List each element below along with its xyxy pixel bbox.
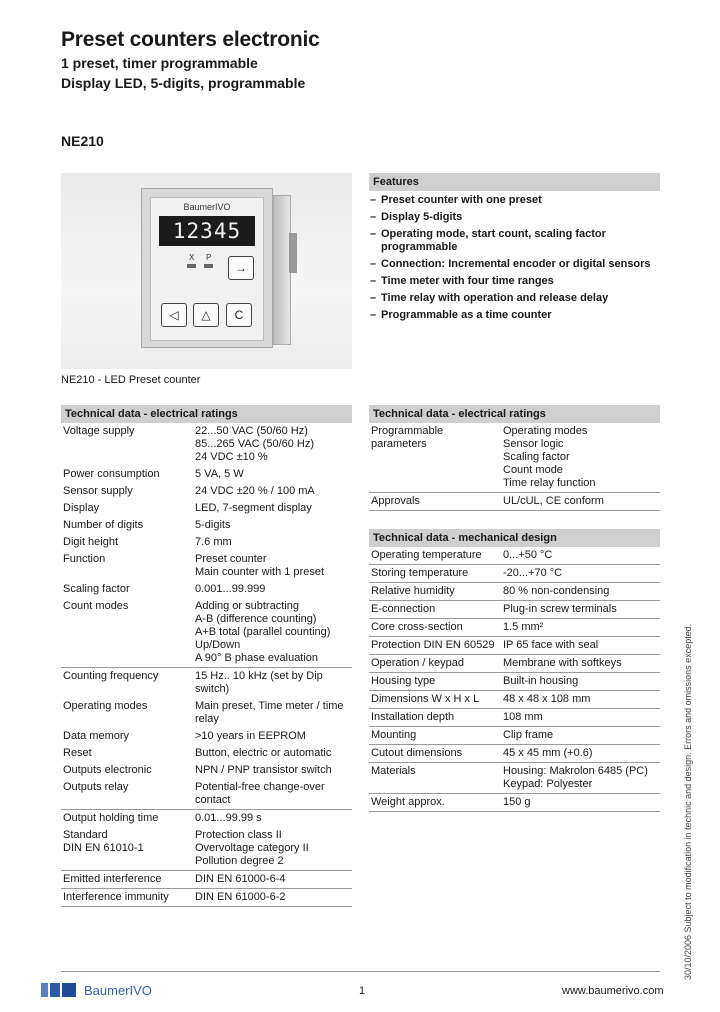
website-link[interactable]: www.baumerivo.com xyxy=(562,985,664,997)
table-row xyxy=(61,810,352,827)
table-row xyxy=(61,534,352,551)
row-value: DIN EN 61000-6-2 xyxy=(195,891,286,903)
row-label: Sensor supply xyxy=(63,485,133,497)
features-box xyxy=(369,173,660,326)
row-value: 5 VA, 5 W xyxy=(195,468,244,480)
row-label: Programmable parameters xyxy=(371,425,444,450)
row-label: Approvals xyxy=(371,495,420,507)
row-label: Reset xyxy=(63,747,92,759)
row-label: Dimensions W x H x L xyxy=(371,693,480,705)
row-value: 7.6 mm xyxy=(195,536,232,548)
logo-bar-icon xyxy=(62,983,76,997)
row-label: Power consumption xyxy=(63,468,160,480)
table-row xyxy=(369,547,660,565)
row-value: IP 65 face with seal xyxy=(503,639,599,651)
c-key: C xyxy=(226,303,252,327)
electrical-ratings-table-right xyxy=(369,405,660,511)
row-value: 80 % non-condensing xyxy=(503,585,610,597)
feature-item: – Preset counter with one preset xyxy=(369,194,660,207)
table-row xyxy=(61,779,352,810)
table-row xyxy=(369,583,660,601)
feature-item: – Time relay with operation and release delay xyxy=(369,292,660,305)
row-label: Operation / keypad xyxy=(371,657,464,669)
row-value: 24 VDC ±20 % / 100 mA xyxy=(195,485,315,497)
feature-item: – Programmable as a time counter xyxy=(369,309,660,322)
logo-bar-icon xyxy=(50,983,60,997)
product-photo xyxy=(61,173,352,369)
table-row xyxy=(61,483,352,500)
footer-logo xyxy=(41,983,152,997)
device-brand-logo: BaumerIVO xyxy=(183,202,231,212)
row-value: 22...50 VAC (50/60 Hz) 85...265 VAC (50/60 Hz) 24 VDC ±10 % xyxy=(195,425,315,463)
table-row xyxy=(61,728,352,745)
table-row xyxy=(61,668,352,698)
row-label: Output holding time xyxy=(63,812,159,824)
row-label: Outputs electronic xyxy=(63,764,152,776)
table-row xyxy=(369,655,660,673)
table-row xyxy=(61,500,352,517)
row-label: Scaling factor xyxy=(63,583,130,595)
row-label: Function xyxy=(63,553,106,565)
mechanical-design-table xyxy=(369,529,660,812)
row-label: Count modes xyxy=(63,600,129,612)
table-row xyxy=(369,565,660,583)
row-value: -20...+70 °C xyxy=(503,567,563,579)
row-value: Clip frame xyxy=(503,729,554,741)
row-label: Cutout dimensions xyxy=(371,747,463,759)
row-label: Number of digits xyxy=(63,519,144,531)
table-row xyxy=(369,673,660,691)
row-value: Potential-free change-over contact xyxy=(195,781,325,806)
row-value: 1.5 mm² xyxy=(503,621,544,633)
row-value: Operating modes Sensor logic Scaling factor Count mode Time relay function xyxy=(503,425,596,489)
table-heading: Technical data - mechanical design xyxy=(369,529,660,547)
feature-item: – Operating mode, start count, scaling factor programmable xyxy=(369,228,660,254)
table-row xyxy=(61,698,352,728)
table-row xyxy=(369,763,660,794)
table-row xyxy=(369,601,660,619)
row-label: Relative humidity xyxy=(371,585,455,597)
table-heading: Technical data - electrical ratings xyxy=(369,405,660,423)
row-value: Protection class II Overvoltage category II Pollution degree 2 xyxy=(195,829,309,867)
row-label: Data memory xyxy=(63,730,130,742)
row-label: Installation depth xyxy=(371,711,455,723)
table-row xyxy=(369,637,660,655)
table-row xyxy=(61,745,352,762)
row-value: Button, electric or automatic xyxy=(195,747,332,759)
table-row xyxy=(369,691,660,709)
table-row xyxy=(61,871,352,889)
row-value: Main preset, Time meter / time relay xyxy=(195,700,344,725)
page-number: 1 xyxy=(359,985,366,997)
row-label: Materials xyxy=(371,765,416,777)
footer-logo-text: BaumerIVO xyxy=(84,982,152,998)
table-row xyxy=(369,493,660,511)
table-row xyxy=(369,745,660,763)
row-label: Core cross-section xyxy=(371,621,463,633)
row-label: Mounting xyxy=(371,729,417,741)
row-label: E-connection xyxy=(371,603,436,615)
table-row xyxy=(369,727,660,745)
row-value: 5-digits xyxy=(195,519,231,531)
row-value: 0.001...99.999 xyxy=(195,583,266,595)
row-value: Adding or subtracting A-B (difference counting) A+B total (parallel counting) Up/Down A 90° B phase evaluation xyxy=(195,600,331,664)
indicator-x-label: X xyxy=(189,253,195,262)
feature-item: – Display 5-digits xyxy=(369,211,660,224)
left-key-icon: ◁ xyxy=(161,303,187,327)
row-label: Storing temperature xyxy=(371,567,469,579)
table-row xyxy=(61,466,352,483)
row-value: 0...+50 °C xyxy=(503,549,553,561)
row-label: Digit height xyxy=(63,536,119,548)
row-value: LED, 7-segment display xyxy=(195,502,312,514)
table-row xyxy=(369,423,660,493)
table-row xyxy=(61,551,352,581)
row-value: 0.01...99.99 s xyxy=(195,812,262,824)
row-value: UL/cUL, CE conform xyxy=(503,495,604,507)
row-value: Membrane with softkeys xyxy=(503,657,622,669)
row-label: Counting frequency xyxy=(63,670,159,682)
table-row xyxy=(61,598,352,668)
row-label: Voltage supply xyxy=(63,425,135,437)
device-front xyxy=(141,188,273,348)
row-label: Housing type xyxy=(371,675,436,687)
photo-caption: NE210 - LED Preset counter xyxy=(61,374,201,386)
table-row xyxy=(61,762,352,779)
indicator-p-label: P xyxy=(206,253,212,262)
indicator-x-led xyxy=(187,264,196,268)
row-label: Display xyxy=(63,502,100,514)
row-value: NPN / PNP transistor switch xyxy=(195,764,332,776)
row-value: DIN EN 61000-6-4 xyxy=(195,873,286,885)
row-value: Preset counter Main counter with 1 preset xyxy=(195,553,325,578)
model-number: NE210 xyxy=(61,133,104,149)
row-label: Weight approx. xyxy=(371,796,445,808)
row-value: 108 mm xyxy=(503,711,543,723)
table-row xyxy=(61,827,352,871)
electrical-ratings-table-left xyxy=(61,405,352,907)
device-clip xyxy=(289,233,297,273)
led-display: 12345 xyxy=(159,216,255,246)
features-heading: Features xyxy=(369,173,660,191)
row-label: Operating temperature xyxy=(371,549,482,561)
row-label: Operating modes xyxy=(63,700,148,712)
table-row xyxy=(369,709,660,727)
row-value: Built-in housing xyxy=(503,675,579,687)
row-value: 150 g xyxy=(503,796,531,808)
page-title: Preset counters electronic xyxy=(61,28,320,51)
row-label: Protection DIN EN 60529 xyxy=(371,639,495,651)
table-row xyxy=(61,581,352,598)
feature-item: – Connection: Incremental encoder or digital sensors xyxy=(369,258,660,271)
row-value: 48 x 48 x 108 mm xyxy=(503,693,591,705)
up-key-icon: △ xyxy=(193,303,219,327)
row-value: 15 Hz.. 10 kHz (set by Dip switch) xyxy=(195,670,323,695)
logo-bar-icon xyxy=(41,983,48,997)
row-label: Outputs relay xyxy=(63,781,129,793)
table-row xyxy=(61,423,352,466)
side-disclaimer: 30/10/2006 Subject to modification in technic and design. Errors and omissions excepted. xyxy=(683,623,693,980)
table-row xyxy=(369,619,660,637)
row-label: Emitted interference xyxy=(63,873,162,885)
enter-key-icon: → xyxy=(228,256,254,280)
subtitle-preset: 1 preset, timer programmable xyxy=(61,55,258,71)
feature-item: – Time meter with four time ranges xyxy=(369,275,660,288)
features-list xyxy=(369,194,660,322)
table-heading: Technical data - electrical ratings xyxy=(61,405,352,423)
table-row xyxy=(61,889,352,907)
table-row xyxy=(369,794,660,812)
row-value: Housing: Makrolon 6485 (PC) Keypad: Polyester xyxy=(503,765,648,790)
row-label: Interference immunity xyxy=(63,891,169,903)
footer-divider xyxy=(61,971,660,972)
row-value: >10 years in EEPROM xyxy=(195,730,306,742)
row-value: Plug-in screw terminals xyxy=(503,603,617,615)
row-label: Standard DIN EN 61010-1 xyxy=(63,829,144,854)
subtitle-display: Display LED, 5-digits, programmable xyxy=(61,75,306,91)
table-row xyxy=(61,517,352,534)
device-bezel xyxy=(150,197,264,341)
row-value: 45 x 45 mm (+0.6) xyxy=(503,747,593,759)
indicator-p-led xyxy=(204,264,213,268)
